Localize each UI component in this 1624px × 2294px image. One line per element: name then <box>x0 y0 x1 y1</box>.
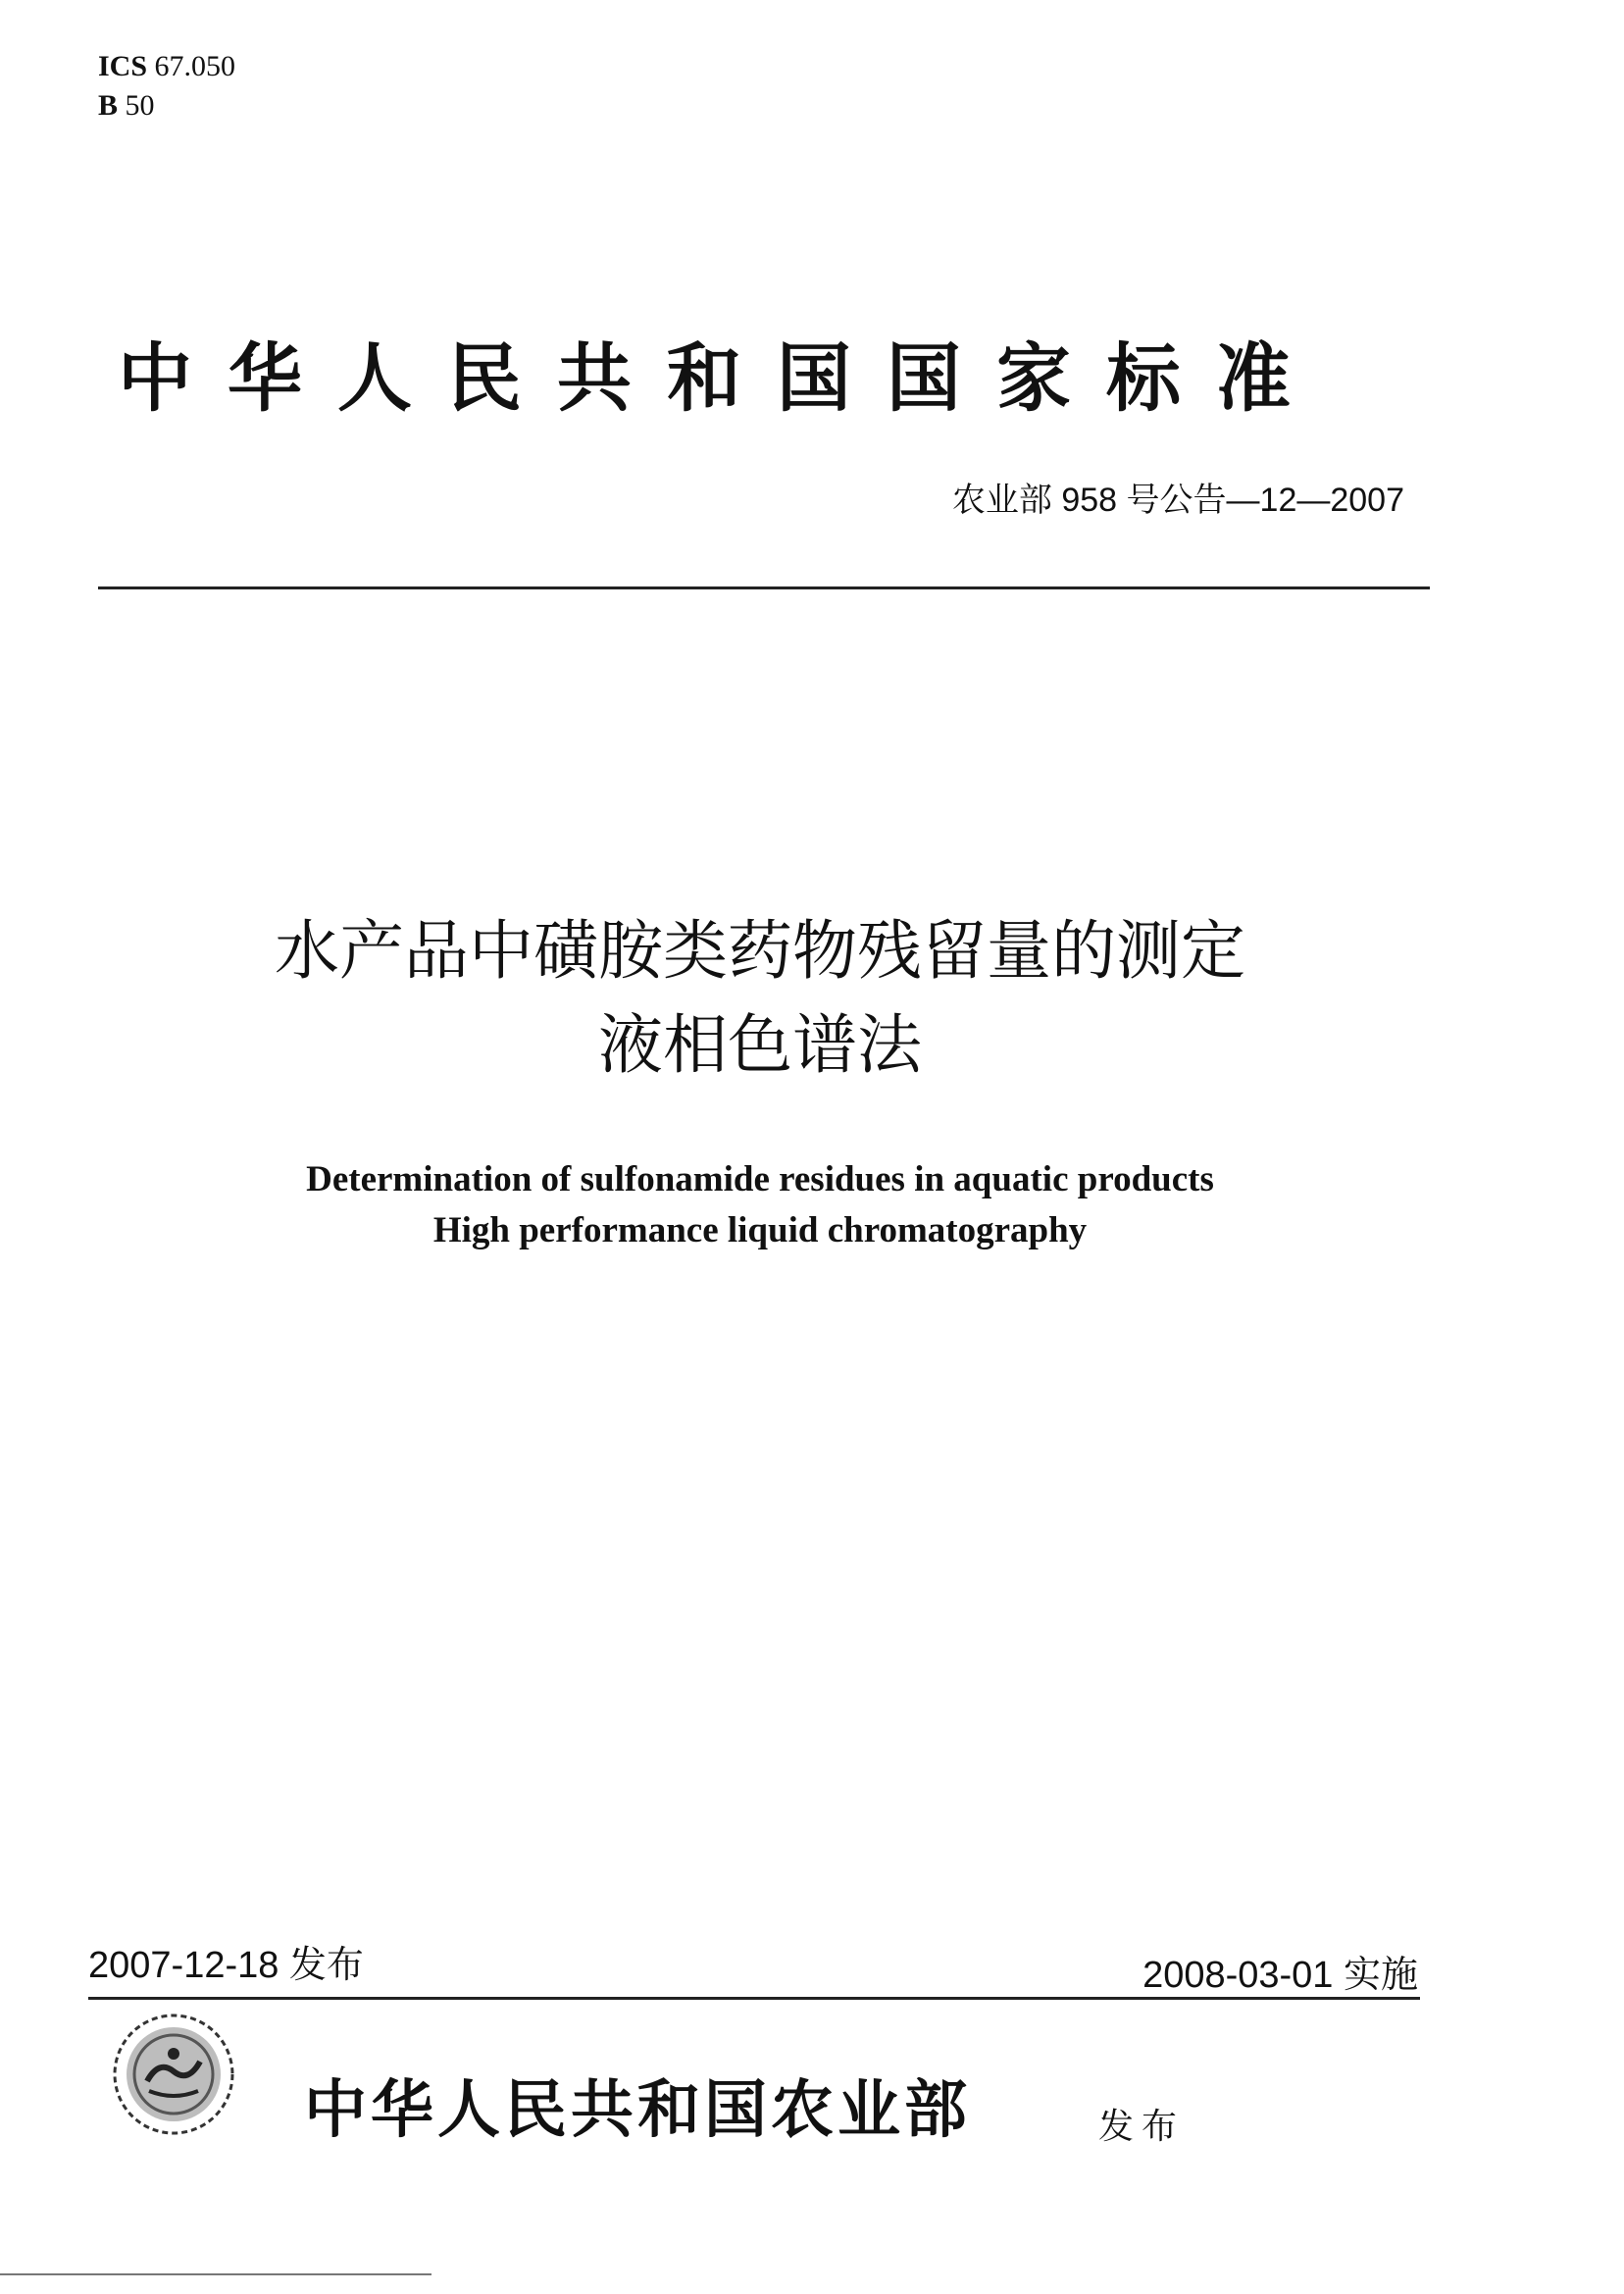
ccs-label: B <box>98 89 119 122</box>
classification-block <box>98 47 235 126</box>
ics-label: ICS <box>98 50 148 82</box>
ics-value: 67.050 <box>154 50 236 82</box>
title-english-line1: Determination of sulfonamide residues in aquatic products <box>306 1159 1214 1199</box>
header-divider <box>98 586 1430 589</box>
ics-line <box>98 47 235 86</box>
standard-type-heading: 中华人民共和国国家标准 <box>118 334 1326 422</box>
title-english-line2: High performance liquid chromatography <box>432 1210 1088 1250</box>
publisher-name: 中华人民共和国农业部 <box>304 2073 971 2147</box>
title-chinese-line2: 液相色谱法 <box>598 1007 922 1083</box>
ccs-line <box>98 86 235 126</box>
ccs-value: 50 <box>125 89 155 122</box>
ministry-emblem-icon <box>110 2011 237 2138</box>
page-edge-line <box>0 2273 431 2275</box>
footer-divider <box>88 1997 1420 2000</box>
standard-number: 农业部 958 号公告—12—2007 <box>951 482 1404 519</box>
issue-date: 2007-12-18 发布 <box>88 1945 364 1986</box>
publish-label: 发布 <box>1098 2107 1186 2147</box>
implementation-date: 2008-03-01 实施 <box>1142 1955 1418 1996</box>
title-chinese-line1: 水产品中磺胺类药物残留量的测定 <box>275 913 1245 989</box>
